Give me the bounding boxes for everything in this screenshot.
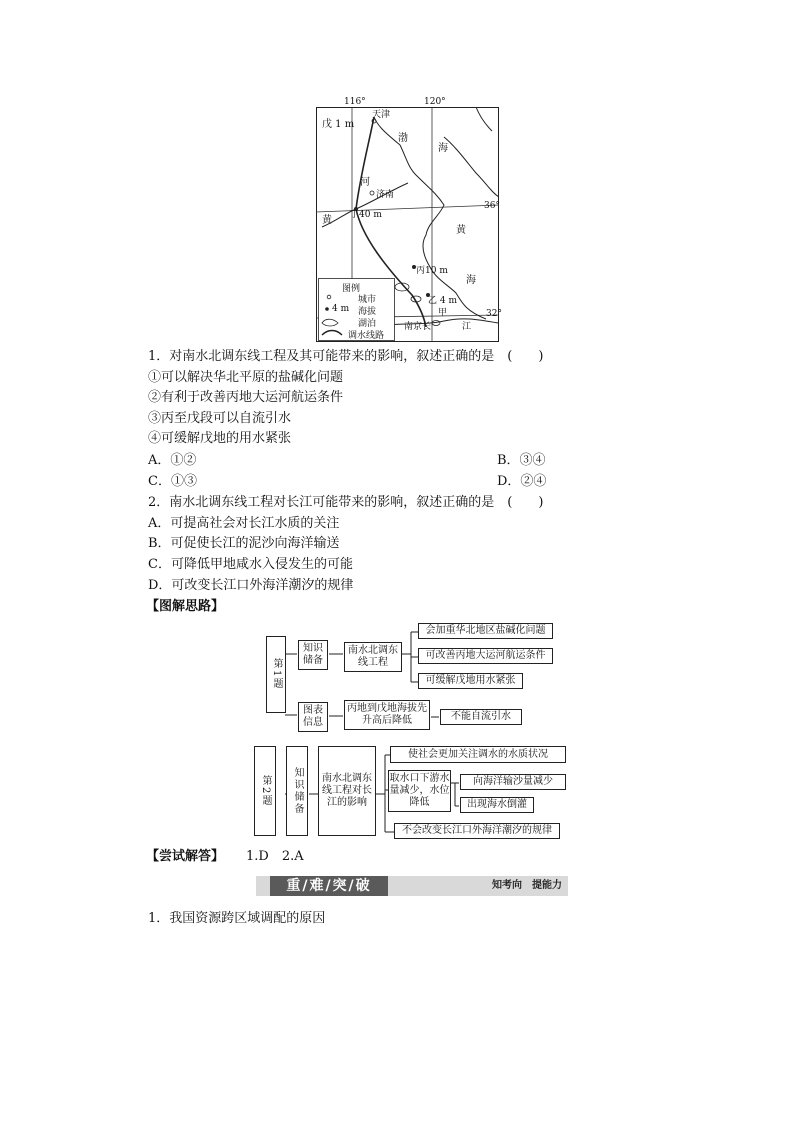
diagram-nsbd-1: 南水北调东线工程 (344, 642, 402, 672)
q1-item-1: ①可以解决华北平原的盐碱化问题 (148, 370, 344, 385)
map-label-he: 河 (360, 177, 370, 188)
question-2: 2．南水北调东线工程对长江可能带来的影响，叙述正确的是 ( ) (148, 495, 544, 510)
legend-title: 图例 (342, 284, 361, 294)
diagram-s2: 向海洋输沙量减少 (460, 774, 566, 790)
q1-option-b: B．③④ (497, 453, 546, 468)
map-label-bo: 渤 (398, 133, 408, 144)
section-banner (256, 876, 568, 896)
q2-option-d: D．可改变长江口外海洋潮汐的规律 (148, 578, 354, 593)
map-figure (316, 97, 502, 342)
map-label-bing: 丙10 m (416, 266, 448, 276)
answer-label: 【尝试解答】 (146, 849, 225, 864)
map-label-jinan: 济南 (376, 190, 395, 200)
diagram-tubiao: 图表信息 (298, 702, 328, 732)
diagram-q1-label: 第1题 (266, 636, 286, 713)
map-lon1: 116° (344, 97, 366, 107)
diagram-quishui: 取水口下游水量减少，水位降低 (388, 770, 451, 812)
map-lon2: 120° (424, 97, 446, 107)
map-label-ding: 丁40 m (350, 210, 382, 220)
q2-option-b: B．可促使长江的泥沙向海洋输送 (148, 536, 340, 551)
q2-option-a: A．可提高社会对长江水质的关注 (148, 516, 340, 531)
q1-option-d: D．②④ (497, 474, 547, 489)
map-label-huang2: 黄 (456, 225, 466, 236)
legend-lake: 湖泊 (358, 319, 377, 329)
q1-option-c: C．①③ (148, 474, 197, 489)
banner-subtitle: 知考向 提能力 (492, 880, 562, 891)
map-label-yi: 乙 4 m (428, 296, 457, 306)
q2-option-c: C．可降低甲地咸水入侵发生的可能 (148, 557, 353, 572)
q1-item-2: ②有利于改善丙地大运河航运条件 (148, 390, 344, 405)
diagram-s1: 使社会更加关注调水的水质状况 (390, 746, 566, 763)
diagram-result-2: 可改善丙地大运河航运条件 (418, 648, 553, 664)
map-label-jia: 甲 (438, 308, 448, 318)
banner-title: 重/难/突/破 (270, 876, 388, 896)
point-1-heading: 1．我国资源跨区域调配的原因 (148, 911, 326, 926)
diagram-q2-label: 第2题 (254, 746, 276, 836)
map-label-chang: 长 (422, 322, 432, 332)
q1-item-3: ③丙至戊段可以自流引水 (148, 411, 292, 426)
diagram-nsbd-2: 南水北调东线工程对长江的影响 (318, 746, 376, 836)
diagram-result-3: 可缓解戊地用水紧张 (418, 673, 523, 689)
map-label-jiang: 江 (462, 322, 472, 332)
diagram-result-4: 不能自流引水 (440, 709, 522, 725)
map-label-hai2: 海 (466, 275, 476, 286)
map-label-nanjing: 南京 (404, 322, 423, 332)
legend-route: 调水线路 (348, 331, 385, 341)
map-lat1: 36° (484, 201, 500, 211)
q1-item-4: ④可缓解戊地的用水紧张 (148, 431, 292, 446)
diagram-bing-wu: 丙地到戊地海拔先升高后降低 (344, 700, 430, 730)
legend-alt: 海拔 (358, 307, 377, 317)
diagram-s4: 不会改变长江口外海洋潮汐的规律 (394, 823, 560, 839)
section-heading: 【图解思路】 (146, 599, 225, 614)
map-lat2: 32° (486, 309, 502, 319)
question-1: 1．对南水北调东线工程及其可能带来的影响，叙述正确的是 ( ) (148, 349, 544, 364)
answer-value: 1.D 2.A (246, 849, 304, 864)
map-label-tianjin: 天津 (372, 110, 391, 120)
diagram-zhishi-1: 知识储备 (298, 640, 328, 670)
diagram-result-1: 会加重华北地区盐碱化问题 (418, 623, 553, 639)
diagram-zhishi-2: 知识储备 (286, 746, 308, 836)
map-label-huang1: 黄 (322, 215, 332, 226)
map-label-wu: 戊 1 m (322, 119, 355, 130)
q1-option-a: A．①② (148, 453, 197, 468)
diagram-s3: 出现海水倒灌 (460, 797, 534, 813)
legend-alt-label: 4 m (332, 304, 350, 314)
map-label-hai1: 海 (438, 143, 448, 154)
legend-city: 城市 (358, 295, 377, 305)
